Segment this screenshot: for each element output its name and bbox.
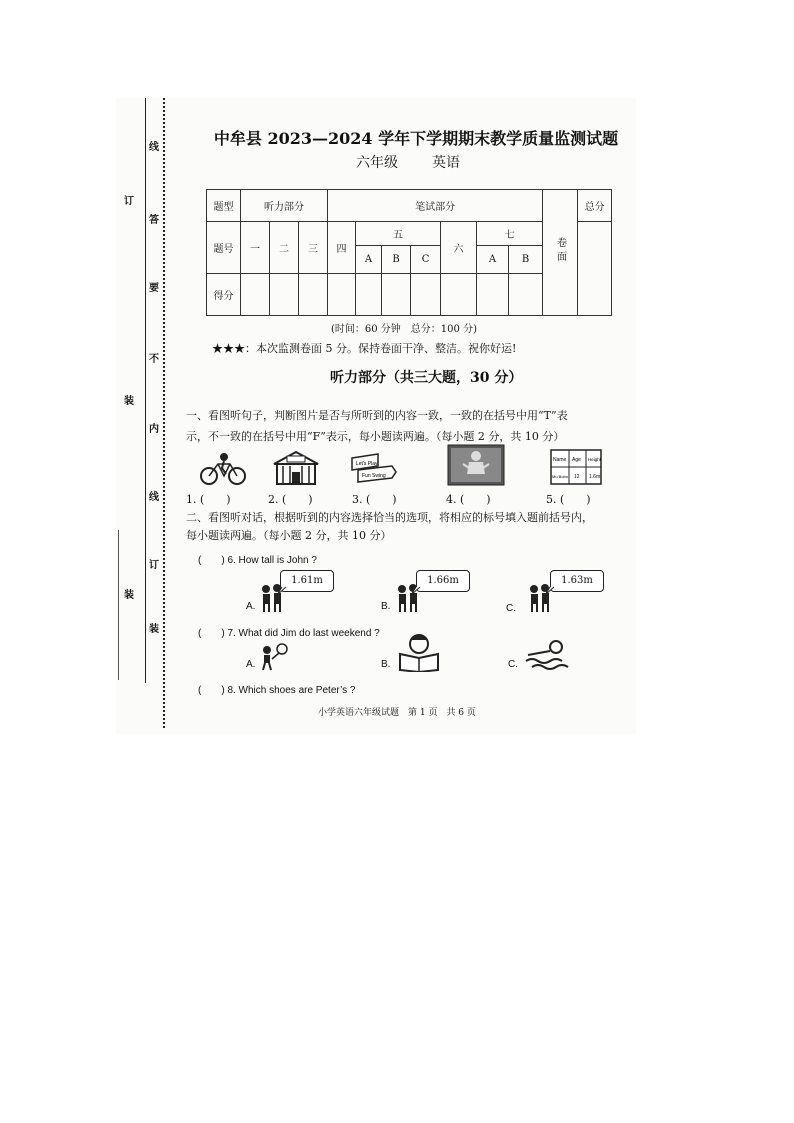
table-value: 1.6m [589, 474, 601, 480]
score-cell[interactable] [411, 274, 441, 316]
score-cell[interactable] [299, 274, 328, 316]
answer-blank-1[interactable]: 1. ( ) [186, 493, 231, 506]
reading-icon [394, 632, 444, 672]
cell-q5a: A [356, 246, 382, 274]
cell-q5b: B [382, 246, 411, 274]
bubble-c: 1.63m [550, 570, 604, 592]
part1-instruction: 示，不一致的在括号中用“F”表示，每小题读两遍。（每小题 2 分，共 10 分） [186, 430, 565, 443]
left-mark: 订 [124, 196, 134, 207]
score-cell[interactable] [270, 274, 299, 316]
part2-instruction: 每小题读两遍。（每小题 2 分，共 10 分） [186, 529, 392, 542]
score-cell[interactable] [477, 274, 509, 316]
table-header: Height [588, 457, 602, 462]
cell-total-score[interactable] [578, 222, 612, 316]
cell-total: 总分 [578, 190, 612, 222]
cell-qnum-label: 题号 [207, 222, 241, 274]
cell-q2: 二 [270, 222, 299, 274]
bubble-tail [544, 586, 556, 596]
question-6[interactable]: ( ) 6. How tall is John ? [198, 555, 317, 566]
exam-info: (时间：60 分钟 总分：100 分) [331, 324, 477, 335]
table-header: Age [572, 457, 581, 463]
option-a-label: A. [246, 601, 256, 612]
cell-q1: 一 [241, 222, 270, 274]
cell-paper [543, 190, 578, 316]
answer-blank-2[interactable]: 2. ( ) [268, 493, 313, 506]
binding-line-dotted [163, 98, 165, 728]
side-char: 不 [149, 354, 159, 365]
score-cell[interactable] [356, 274, 382, 316]
bicycle-icon [200, 452, 246, 486]
score-table [206, 189, 612, 316]
score-cell[interactable] [328, 274, 356, 316]
answer-blank-4[interactable]: 4. ( ) [446, 493, 491, 506]
sign-text: Let's Play [356, 461, 378, 467]
part2-instruction: 二、看图听对话，根据听到的内容选择恰当的选项，将相应的标号填入题前括号内， [186, 511, 593, 524]
section-title: 听力部分（共三大题，30 分） [330, 370, 523, 386]
cell-q7a: A [477, 246, 509, 274]
left-mark: 装 [124, 396, 134, 407]
badminton-icon [258, 640, 290, 672]
score-cell[interactable] [241, 274, 270, 316]
exam-grade: 六年级 [356, 155, 398, 171]
cell-q3: 三 [299, 222, 328, 274]
score-cell[interactable] [382, 274, 411, 316]
option-a-label: A. [246, 659, 256, 670]
bubble-b: 1.66m [416, 570, 470, 592]
side-char: 线 [149, 142, 159, 153]
side-char: 答 [149, 215, 159, 226]
photo-icon [447, 444, 505, 486]
cell-q6: 六 [441, 222, 477, 274]
table-value: 12 [574, 474, 580, 480]
building-icon [271, 450, 321, 486]
table-header: Name [553, 457, 567, 463]
info-table-icon [550, 449, 602, 485]
sign-icon [348, 452, 400, 486]
cell-q5: 五 [356, 222, 441, 246]
cell-type: 题型 [207, 190, 241, 222]
score-cell[interactable] [509, 274, 543, 316]
cell-writing: 笔试部分 [328, 190, 543, 222]
side-char: 订 [149, 560, 159, 571]
notice: ★★★：本次监测卷面 5 分。保持卷面干净、整洁。祝你好运! [212, 342, 517, 355]
part1-instruction: 一、看图听句子，判断图片是否与所听到的内容一致，一致的在括号中用“T”表 [186, 409, 568, 422]
side-char: 装 [149, 624, 159, 635]
cell-score-label: 得分 [207, 274, 241, 316]
page-footer: 小学英语六年级试题 第 1 页 共 6 页 [318, 708, 476, 718]
cell-listening: 听力部分 [241, 190, 328, 222]
side-char: 要 [149, 283, 159, 294]
table-value: Mu Bobo [552, 474, 569, 479]
left-mark: 装 [124, 590, 134, 601]
cell-q5c: C [411, 246, 441, 274]
cell-q7b: B [509, 246, 543, 274]
score-cell[interactable] [441, 274, 477, 316]
paper-label: 卷面 [554, 237, 566, 265]
swimming-icon [524, 637, 570, 671]
side-char: 线 [149, 492, 159, 503]
option-b-label: B. [381, 659, 391, 670]
cell-q7: 七 [477, 222, 543, 246]
answer-blank-3[interactable]: 3. ( ) [352, 493, 397, 506]
question-7[interactable]: ( ) 7. What did Jim do last weekend ? [198, 628, 380, 639]
left-margin-line [118, 530, 119, 680]
question-8[interactable]: ( ) 8. Which shoes are Peter’s ? [198, 685, 356, 696]
bubble-tail [410, 586, 422, 596]
bubble-a: 1.61m [280, 570, 334, 592]
exam-title: 中牟县 2023—2024 学年下学期期末教学质量监测试题 [213, 129, 619, 148]
side-char: 内 [149, 424, 159, 435]
option-c-label: C. [508, 659, 518, 670]
cell-q4: 四 [328, 222, 356, 274]
bubble-tail [276, 586, 288, 596]
answer-blank-5[interactable]: 5. ( ) [546, 493, 591, 506]
option-c-label: C. [506, 603, 516, 614]
sign-text: Fun Swing [362, 473, 386, 479]
binding-line-solid [145, 98, 146, 683]
option-b-label: B. [381, 601, 391, 612]
exam-subject: 英语 [432, 155, 460, 171]
